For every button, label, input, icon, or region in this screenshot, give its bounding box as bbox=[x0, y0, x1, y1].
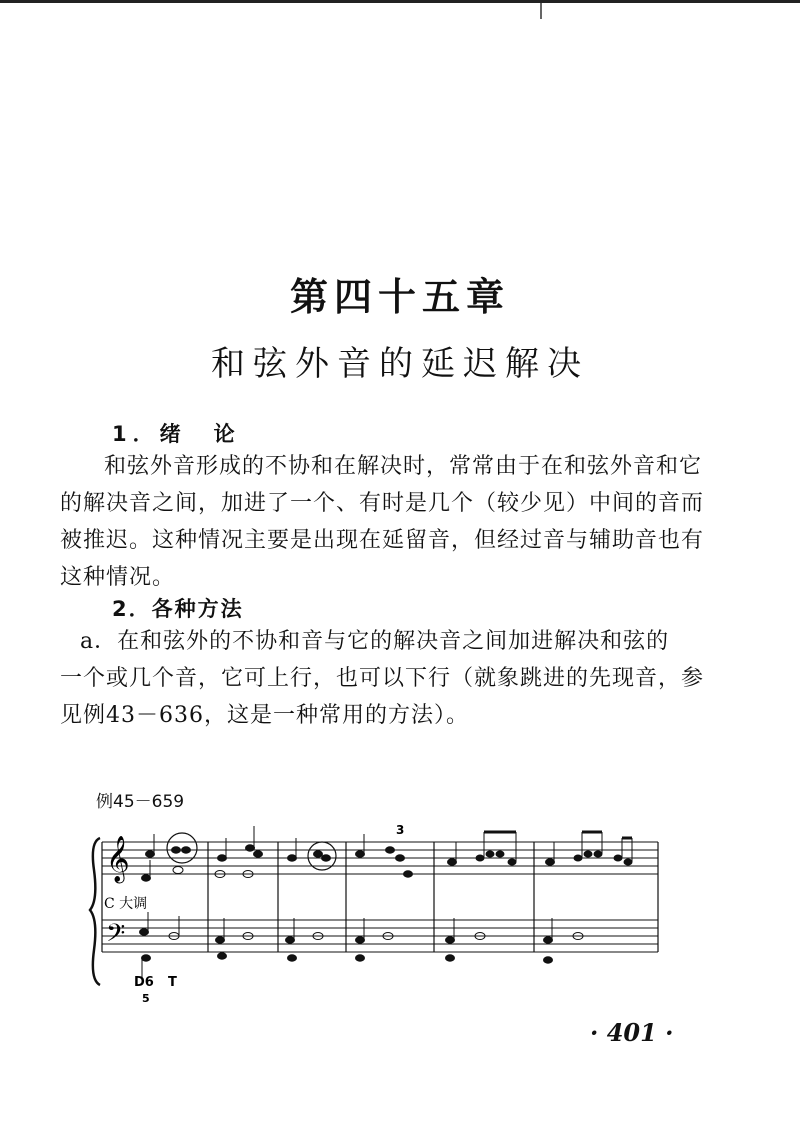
treble-clef: 𝄞 bbox=[106, 836, 130, 882]
top-rule bbox=[0, 0, 800, 3]
text-line: a．在和弦外的不协和音与它的解决音之间加进解决和弦的 bbox=[80, 629, 670, 654]
example-label: 例45－659 bbox=[96, 792, 185, 812]
function-label: T bbox=[168, 975, 177, 990]
text-line: 被推迟。这种情况主要是出现在延留音，但经过音与辅助音也有 bbox=[60, 528, 705, 553]
chapter-title: 第四十五章 bbox=[289, 274, 510, 319]
text-line: 的解决音之间，加进了一个、有时是几个（较少见）中间的音而 bbox=[60, 491, 705, 516]
bass-notes bbox=[140, 912, 584, 978]
triplet-mark: 3 bbox=[396, 823, 405, 837]
heading-methods: 2．各种方法 bbox=[112, 597, 244, 621]
chord-figure: 5 bbox=[142, 992, 150, 1005]
treble-notes bbox=[142, 826, 633, 881]
text-line: 见例43－636，这是一种常用的方法）。 bbox=[60, 703, 469, 728]
page-number: · 401 · bbox=[590, 1018, 674, 1047]
text-line: 一个或几个音，它可上行，也可以下行（就象跳进的先现音，参 bbox=[60, 666, 705, 691]
text-line: 和弦外音形成的不协和在解决时，常常由于在和弦外音和它 bbox=[104, 454, 703, 479]
paragraph-introduction bbox=[60, 448, 705, 596]
chord-symbol: D6 bbox=[134, 975, 154, 990]
scan-mark bbox=[540, 3, 542, 19]
bass-clef: 𝄢 bbox=[106, 919, 126, 954]
section-title: 和弦外音的延迟解决 bbox=[211, 344, 589, 384]
grand-staff-brace bbox=[90, 838, 100, 985]
paragraph-methods bbox=[60, 623, 705, 734]
heading-introduction: 1．绪 论 bbox=[112, 422, 241, 446]
key-label: C 大调 bbox=[104, 896, 148, 912]
text-line: 这种情况。 bbox=[60, 565, 176, 590]
bass-staff bbox=[102, 920, 658, 952]
music-score bbox=[88, 820, 668, 1010]
